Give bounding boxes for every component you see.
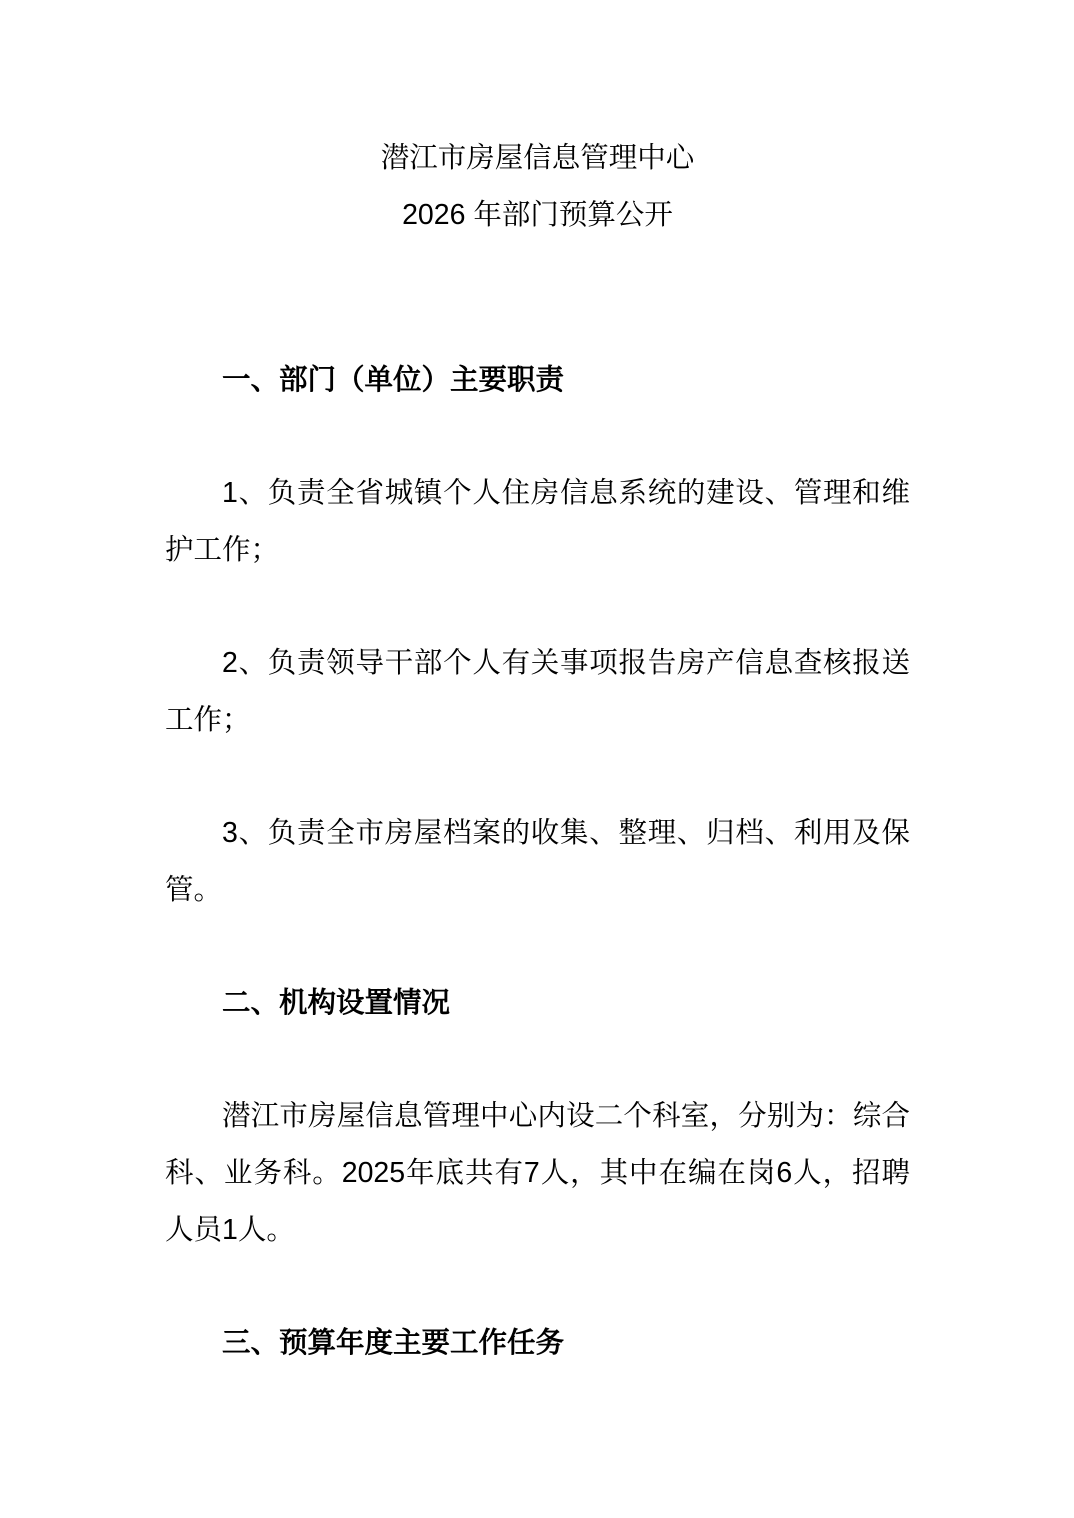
document-title-block xyxy=(165,130,910,244)
document-title-line2: 2026 年部门预算公开 xyxy=(402,199,673,231)
section-heading-duties: 一、部门（单位）主要职责 xyxy=(222,364,565,396)
paragraph-organization: 潜江市房屋信息管理中心内设二个科室，分别为：综合科、业务科。2025年底共有7人，其中在编在岗6人，招聘人员1人。 xyxy=(165,1100,910,1246)
paragraph-duty-2: 2、负责领导干部个人有关事项报告房产信息查核报送工作； xyxy=(165,647,910,736)
section-heading-budget-tasks: 三、预算年度主要工作任务 xyxy=(222,1327,565,1359)
paragraph-duty-1: 1、负责全省城镇个人住房信息系统的建设、管理和维护工作； xyxy=(165,477,910,566)
section-heading-organization: 二、机构设置情况 xyxy=(222,987,451,1019)
document-title-line1: 潜江市房屋信息管理中心 xyxy=(380,142,695,174)
paragraph-duty-3: 3、负责全市房屋档案的收集、整理、归档、利用及保管。 xyxy=(165,817,910,906)
